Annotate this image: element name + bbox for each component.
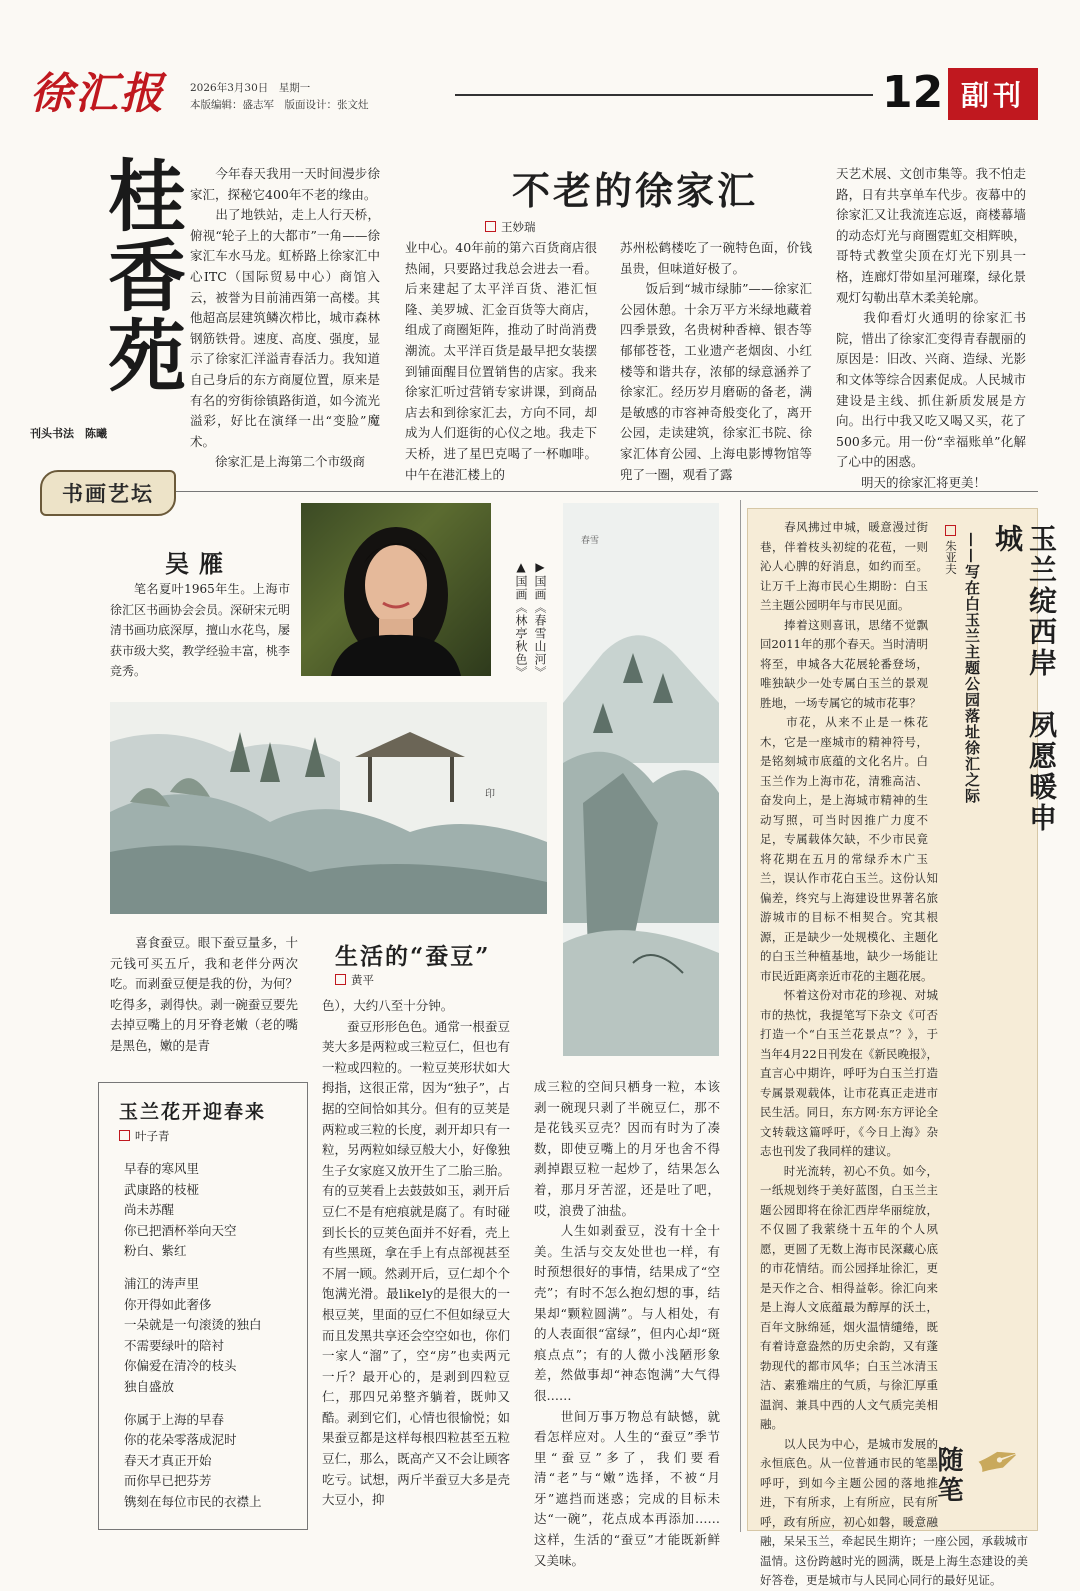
page-number: 12 [882, 67, 944, 118]
sidebar-body: 春风拂过申城，暖意漫过街巷，伴着枝头初绽的花苞，一则沁人心脾的好消息，如约而至。让万千上海市民心生期盼：白玉兰主题公园明年与市民见面。 捧着这则喜讯，思绪不觉飘回2011年的那个春天。当时清明将至，申城各大花展轮番登场，唯独缺少一处专属白玉兰的景观胜地，一场专属它的城市花事？ 市花，从来不止是一株花木，它是一座城市的精神符号，是铭刻城市底蕴的文化名片。白玉兰作为上海市花，清雅高洁、奋发向上，是上海城市精神的生动写照，可当时因推广力度不足，专属载体欠缺，不少市民竟将花期在五月的常绿乔木广玉兰，误认作市花白玉兰。这份认知偏差，终究与上海建设世界著名旅游城市的目标不相契合。究其根源，正是缺少一处规模化、主题化的白玉兰种植基地，缺少一场能让市民近距离亲近市花的主题花展。 怀着这份对市花的珍视、对城市的热忱，我提笔写下杂文《可否打造一个“白玉兰花景点”？》，于当年4月22日刊发在《新民晚报》，直言心中期许，呼吁为白玉兰打造专属景观载体，让市花真正走进市民生活。同日，东方网·东方评论全文转载这篇呼吁，《今日上海》杂志也刊发了我同样的建议。 时光流转，初心不负。如今，一纸规划终于美好蓝图，白玉兰主题公园即将在徐汇西岸华丽绽放，不仅圆了我萦绕十五年的个人夙愿，更圆了无数上海市民深藏心底的市花情结。而公园择址徐汇，更是天作之合、相得益彰。徐汇向来是上海人文底蕴最为醇厚的沃土，百年文脉绵延，烟火温情缱绻，既有着诗意盎然的历史余韵，又有蓬勃现代的都市风华；白玉兰冰清玉洁、素雅端庄的气质，与徐汇厚重温润、兼具中西的人文气质完美相融。 以人民为中心，是城市发展的永恒底色。从一位普通市民的笔墨呼吁，到如今主题公园的落地推进，下有所求，上有所应，民有所呼，政有所应，初心如磐，暖意融融，呆呆玉兰，牵起民生期许；一座公园，承载城市温情。这份跨越时光的圆满，既是上海生态建设的美好答卷，更是城市与人民同心同行的最好见证。 [760, 520, 1028, 1587]
poem-line: 浦江的涛声里 [124, 1275, 200, 1291]
feature-bottom-rule [98, 491, 1038, 492]
quill-icon: ✒ [966, 1424, 1031, 1499]
svg-text:印: 印 [485, 789, 495, 800]
poem-stanza-3 [124, 1410, 304, 1513]
artist-name: 吴雁 [165, 549, 233, 578]
poem-line: 你开得如此奢侈 [124, 1296, 212, 1312]
poem-line: 你偏爱在清冷的枝头 [124, 1358, 237, 1374]
byline-square-icon [335, 974, 346, 985]
painting-spring-snow [563, 503, 719, 1056]
essay-byline: 黄平 [335, 972, 374, 988]
artist-portrait [301, 503, 491, 676]
feature-col-4: 天艺术展、文创市集等。我不怕走路，日有共享单车代步。夜幕中的徐家汇又让我流连忘返，商楼幕墙的动态灯光与商圈霓虹交相辉映，哥特式教堂尖顶在灯光下别具一格，连廊灯带如星河璀璨，绿化景观灯勾勒出草木柔美轮廓。 我仰看灯火通明的徐家汇书院，惜出了徐家汇变得青春靓丽的原因是：旧改、兴商、造绿、光影和文体等综合因素促成。人民城市建设是主线、抓住新质发展是方向。出行中我又吃又喝又买，花了500多元。用一份“幸福账单”化解了心中的困惑。 明天的徐家汇将更美！ [836, 166, 1026, 490]
masthead-date: 2026年3月30日 星期一 [190, 82, 311, 94]
section-badge: 副刊 [948, 68, 1038, 120]
feature-col-3: 苏州松鹤楼吃了一碗特色面，价钱虽贵，但味道好极了。 饭后到“城市绿肺”——徐家汇公园休憩。十余万平方米绿地藏着四季景致，名贵树种香樟、银杏等郁郁苍苍，工业遗产老烟囱、小红楼等和谐共存，浓郁的绿意涵养了徐家汇。经历岁月磨砺的备老，满是敏感的市容神奇般变化了，离开公园，走读建筑，徐家汇书院、徐家汇体育公园、上海电影博物馆等兜了一圈，观看了露 [620, 240, 812, 482]
column-separator [740, 500, 741, 1532]
column-title-calligraphy: 桂香苑 [95, 155, 186, 395]
poem-line: 尚未苏醒 [124, 1202, 175, 1218]
poem-line: 不需要绿叶的陪衬 [124, 1337, 225, 1353]
masthead-rule [455, 94, 873, 96]
poem-line: 你属于上海的早春 [124, 1411, 225, 1427]
feature-title: 不老的徐家汇 [511, 168, 758, 213]
caption-forest-pavilion: ▲国画《林亭秋色》 [514, 560, 528, 679]
poem-line: 你的花朵零落成泥时 [124, 1432, 237, 1448]
poem-body [124, 1159, 304, 1525]
poem-line: 而你早已把芬芳 [124, 1473, 212, 1489]
poem-line: 你已把酒杯举向天空 [124, 1222, 237, 1238]
essay-title: 生活的“蚕豆” [335, 943, 491, 970]
feature-col-1: 今年春天我用一天时间漫步徐家汇，探秘它400年不老的缘由。 出了地铁站，走上人行天桥，俯视“轮子上的大都市”一角——徐家汇车水马龙。虹桥路上徐家汇中心ITC（国际贸易中心）商馆入云，被誉为目前浦西第一高楼。其他超高层建筑鳞次栉比，城市森林钢筋铁骨。速度、高度、强度，显示了徐家汇洋溢青春活力。我知道自己身后的东方商厦位置，原来是有名的穷街徐镇路街道，如今流光溢彩，好比在演绎一出“变脸”魔术。 徐家汇是上海第二个市级商 [190, 166, 380, 470]
poem-line: 镌刻在每位市民的衣襟上 [124, 1493, 262, 1509]
essay-lead: 喜食蚕豆。眼下蚕豆量多，十元钱可买五斤，我和老伴分两次吃。而剥蚕豆便是我的份，为何？吃得多，剥得快。剥一碗蚕豆要先去掉豆嘴上的月牙脊老嫩（老的嘴是黑色，嫩的是青 [110, 935, 298, 1053]
poem-line: 武康路的枝桠 [124, 1181, 200, 1197]
masthead-logo: 徐汇报 [30, 69, 165, 119]
byline-square-icon [485, 221, 496, 232]
caption-spring-snow: ▶国画《春雪山河》 [533, 560, 547, 679]
feature-byline: 王妙瑞 [485, 219, 536, 235]
sidebar-title-spacer [928, 518, 1028, 863]
sidebar-subtitle: ——写在白玉兰主题公园落址徐汇之际 [963, 532, 981, 804]
painting-forest-pavilion [110, 702, 547, 914]
poem-stanza-1 [124, 1159, 304, 1262]
column-title-credit: 刊头书法 陈曦 [30, 427, 107, 440]
sidebar-title: 玉兰绽西岸 夙愿暖申城 [991, 524, 1058, 834]
masthead-editors: 本版编辑：盛志军 版面设计：张文灶 [190, 99, 369, 111]
byline-square-icon [119, 1130, 130, 1141]
feature-col-2: 业中心。40年前的第六百货商店很热闹，只要路过我总会进去一看。后来建起了太平洋百货、港汇恒隆、美罗城、汇金百货等大商店，组成了商圈矩阵，推动了时尚消费潮流。太平洋百货是最早把女装摆到铺面醒目位置销售的店家。我来徐家汇听过营销专家讲课，到商品店去和到徐家汇去，方向不同，却成为人们逛街的心仪之地。我走下天桥，进了星巴克喝了一杯咖啡。中午在港汇楼上的 [405, 240, 597, 482]
poem-line: 春天才真正开始 [124, 1452, 212, 1468]
sidebar-badge: ✒ 随笔 [933, 1424, 1031, 1506]
essay-col-1: 色），大约八至十分钟。 蚕豆形形色色。通常一根蚕豆荚大多是两粒或三粒豆仁，但也有一粒或四粒的。一粒豆荚形状如大拇指，这很正常，因为“独子”，占据的空间恰如其分。但有的豆荚是两粒或三粒的长度，剥开却只有一粒，另两粒如绿豆般大小，好像独生子女家庭又放开生了二胎三胎。有的豆荚看上去鼓鼓如玉，剥开后豆仁不是有疤痕就是腐了。有时碰到长长的豆荚色面并不好看，壳上有些黑斑，拿在手上有点部视甚至不屑一顾。然剥开后，豆仁却个个饱满光滑。最likely的是很大的一根豆荚，里面的豆仁不但如绿豆大而且发黑共享还会空空如也，你们一家人“溜”了，空“房”也卖两元一斤？最开心的，是剥到四粒豆仁，那四兄弟整齐躺着，既帅又酷。剥到它们，心情也很愉悦；如果蚕豆都是这样每根四粒甚至五粒豆仁，那么，既高产又不会让顾客吃亏。试想，两斤半蚕豆大多是壳大豆小，抑 [322, 998, 510, 1508]
poem-box [98, 1082, 308, 1530]
sidebar-byline: 朱亚夫 [944, 525, 958, 575]
essay-col-2: 成三粒的空间只栖身一粒，本该剥一碗现只剥了半碗豆仁，那不是花钱买豆壳？因而有时为了凑数，即使豆嘴上的月牙也舍不得剥掉跟豆粒一起炒了，结果怎么着，那月牙苦涩，还是吐了吧，哎，浪费了油盐。 人生如剥蚕豆，没有十全十美。生活与交友处世也一样，有时预想很好的事情，结果成了“空壳”；有时不怎么抱幻想的事，结果却“颗粒圆满”。与人相处，有的人表面很“富绿”，但内心却“斑痕点点”；有的人微小浅陋形象差，然做事却“神态饱满”大气得很…… 世间万事万物总有缺憾，就看怎样应对。人生的“蚕豆”季节里“蚕豆”多了，我们要看清“老”与“嫩”选择，不被“月牙”遮挡而迷惑；完成的目标未达“一碗”，花点成本再添加……这样，生活的“蚕豆”才能既新鲜又美味。 [534, 1079, 720, 1568]
poem-line: 独自盛放 [124, 1378, 175, 1394]
poem-line: 早春的寒风里 [124, 1161, 200, 1176]
poem-line: 粉白、紫红 [124, 1243, 187, 1259]
poem-line: 一朵就是一句滚烫的独白 [124, 1317, 262, 1333]
poem-byline: 叶子青 [119, 1128, 170, 1144]
poem-title: 玉兰花开迎春来 [119, 1101, 267, 1123]
artist-bio: 笔名夏叶1965年生。上海市徐汇区书画协会会员。深研宋元明清书画功底深厚，擅山水花鸟，屡获市级大奖，教学经验丰富，桃李竞秀。 [110, 582, 291, 679]
art-column-badge: 书画艺坛 [40, 470, 176, 516]
svg-text:春雪: 春雪 [581, 536, 600, 546]
poem-stanza-2 [124, 1274, 304, 1398]
